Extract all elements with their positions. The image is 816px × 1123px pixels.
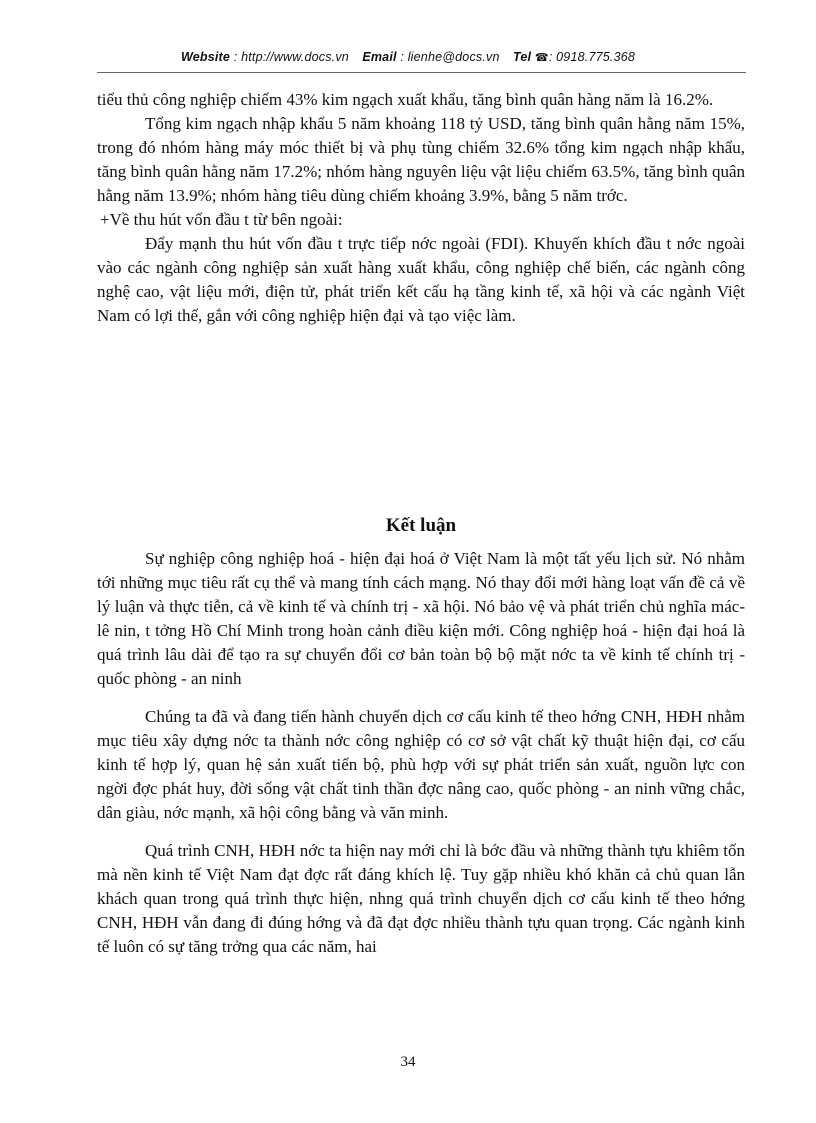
paragraph-1: tiểu thủ công nghiệp chiếm 43% kim ngạch xuất khẩu, tăng bình quân hàng năm là 16.2%. xyxy=(97,90,714,109)
phone-icon: ☎ xyxy=(534,52,549,64)
conclusion-title: Kết luận xyxy=(385,515,457,536)
email-label: Email xyxy=(362,50,397,64)
page-number: 34 xyxy=(400,1054,416,1070)
tel-label: Tel xyxy=(513,50,532,64)
paragraph-3: +Về thu hút vốn đầu t từ bên ngoài: xyxy=(100,210,343,229)
paragraph-4: Đẩy mạnh thu hút vốn đầu t trực tiếp nớc ngoài (FDI). Khuyến khích đầu t nớc ngoài vào các ngành công nghiệp sản xuất hàng xuất khẩu, công nghiệp chế biến, các ngành công nghệ cao, vật liệu mới, điện tử, phát triển kết cấu hạ tầng kinh tế, xã hội và các ngành Việt Nam có lợi thế, gắn với công nghiệp hiện đại và tạo việc làm. xyxy=(97,234,745,325)
header-rule xyxy=(97,72,746,73)
website-url: : http://www.docs.vn xyxy=(233,50,349,64)
conclusion-paragraph-2: Chúng ta đã và đang tiến hành chuyển dịch cơ cấu kinh tế theo hớng CNH, HĐH nhằm mục tiêu xây dựng nớc ta thành nớc công nghiệp có cơ sở vật chất kỹ thuật hiện đại, cơ cấu kinh tế hợp lý, quan hệ sản xuất tiến bộ, phù hợp với sự phát triển sản xuất, nguồn lực con ngời đợc phát huy, đời sống vật chất tinh thần đợc nâng cao, quốc phòng - an ninh vững chắc, dân giàu, nớc mạnh, xã hội công bằng và văn minh. xyxy=(97,707,745,822)
conclusion-paragraph-1: Sự nghiệp công nghiệp hoá - hiện đại hoá ở Việt Nam là một tất yếu lịch sử. Nó nhằm tới những mục tiêu rất cụ thể và mang tính cách mạng. Nó thay đổi mới hàng loạt vấn đề cả về lý luận và thực tiễn, cả về kinh tế và chính trị - xã hội. Nó bảo vệ và phát triển chủ nghĩa mác-lê nin, t tởng Hồ Chí Minh trong hoàn cảnh điều kiện mới. Công nghiệp hoá - hiện đại hoá là quá trình lâu dài để tạo ra sự chuyển đổi cơ bản toàn bộ bộ mặt nớc ta về kinh tế chính trị - quốc phòng - an ninh xyxy=(97,549,745,688)
conclusion-paragraph-3: Quá trình CNH, HĐH nớc ta hiện nay mới chỉ là bớc đầu và những thành tựu khiêm tốn mà nền kinh tế Việt Nam đạt đợc rất đáng khích lệ. Tuy gặp nhiều khó khăn cả chủ quan lẫn khách quan trong quá trình thực hiện, nhng quá trình chuyển dịch cơ cấu kinh tế theo hớng CNH, HĐH vẫn đang đi đúng hớng và đã đạt đợc nhiều thành tựu quan trọng. Các ngành kinh tế luôn có sự tăng trởng qua các năm, hai xyxy=(97,841,745,956)
page-header xyxy=(0,50,816,64)
paragraph-2: Tổng kim ngạch nhập khẩu 5 năm khoảng 118 tỷ USD, tăng bình quân hằng năm 15%, trong đó nhóm hàng máy móc thiết bị và phụ tùng chiếm 32.6% tổng kim ngạch nhập khẩu, tăng bình quân hằng năm 17.2%; nhóm hàng nguyên liệu vật liệu chiếm 63.5%, tăng bình quân hằng năm 13.9%; nhóm hàng tiêu dùng chiếm khoảng 3.9%, bằng 5 năm trớc. xyxy=(97,114,745,205)
website-label: Website xyxy=(180,50,231,64)
page-body xyxy=(97,88,745,959)
email-value: : lienhe@docs.vn xyxy=(400,50,500,64)
tel-value: : 0918.775.368 xyxy=(548,50,636,64)
